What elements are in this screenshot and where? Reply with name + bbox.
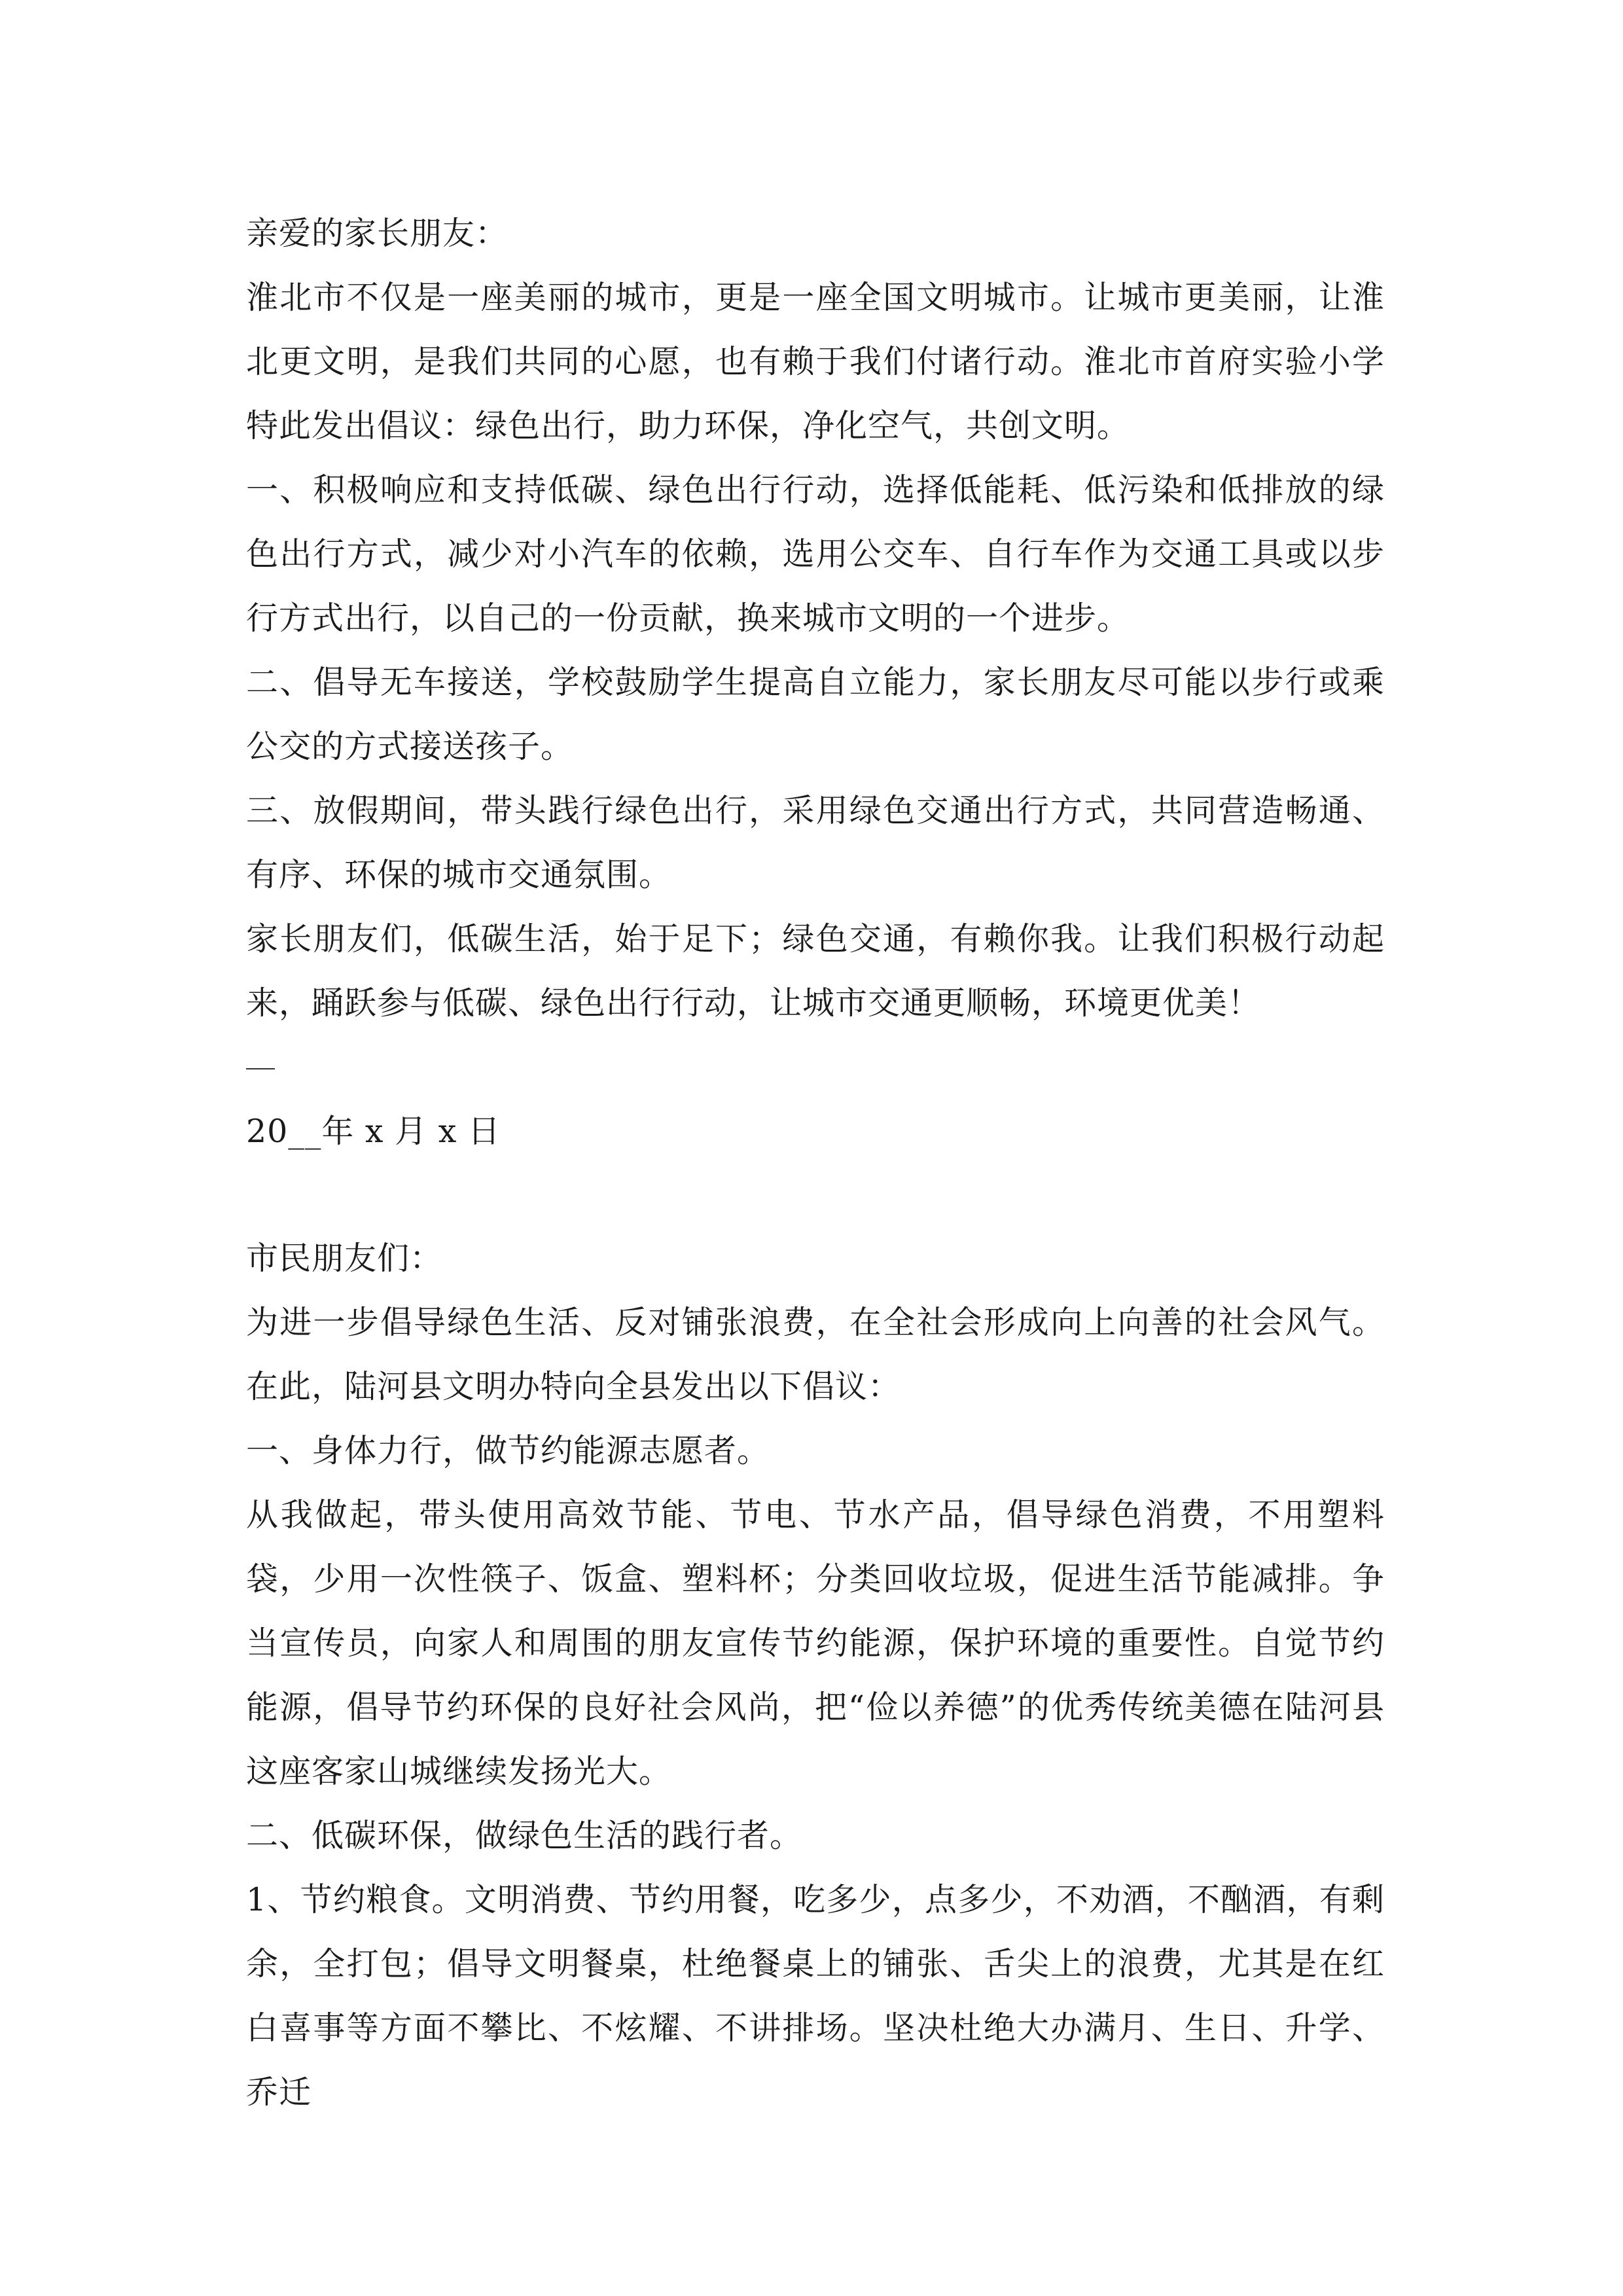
letter1-paragraph-intro: 淮北市不仅是一座美丽的城市，更是一座全国文明城市。让城市更美丽，让淮北更文明，是我们共同的心愿，也有赖于我们付诸行动。淮北市首府实验小学特此发出倡议：绿色出行，助力环保，净化空气，共创文明。 xyxy=(246,279,1385,444)
document-body xyxy=(246,202,1385,2125)
letter2-salutation: 市民朋友们： xyxy=(246,1240,443,1277)
letter1-date: 20__年 x 月 x 日 xyxy=(246,1113,501,1150)
letter2-heading-2: 二、低碳环保，做绿色生活的践行者。 xyxy=(246,1817,803,1854)
letter1-paragraph-closing: 家长朋友们，低碳生活，始于足下；绿色交通，有赖你我。让我们积极行动起来，踊跃参与低碳、绿色出行行动，让城市交通更顺畅，环境更优美！ xyxy=(246,920,1385,1022)
letter2-paragraph-intro: 为进一步倡导绿色生活、反对铺张浪费，在全社会形成向上向善的社会风气。在此，陆河县文明办特向全县发出以下倡议： xyxy=(246,1304,1385,1405)
letter1-salutation: 亲爱的家长朋友： xyxy=(246,215,508,252)
section-gap xyxy=(246,1164,1385,1227)
signature-line xyxy=(246,1035,1385,1100)
letter2-paragraph-food: 1、节约粮食。文明消费、节约用餐，吃多少，点多少，不劝酒，不酗酒，有剩余，全打包；倡导文明餐桌，杜绝餐桌上的铺张、舌尖上的浪费，尤其是在红白喜事等方面不攀比、不炫耀、不讲排场。坚决杜绝大办满月、生日、升学、乔迁 xyxy=(246,1881,1385,2111)
signature-dash xyxy=(246,1068,275,1069)
letter1-paragraph-point-1: 一、积极响应和支持低碳、绿色出行行动，选择低能耗、低污染和低排放的绿色出行方式，减少对小汽车的依赖，选用公交车、自行车作为交通工具或以步行方式出行，以自己的一份贡献，换来城市文明的一个进步。 xyxy=(246,471,1385,637)
letter2-heading-1: 一、身体力行，做节约能源志愿者。 xyxy=(246,1432,770,1469)
letter1-paragraph-point-3: 三、放假期间，带头践行绿色出行，采用绿色交通出行方式，共同营造畅通、有序、环保的城市交通氛围。 xyxy=(246,792,1385,893)
letter2-paragraph-energy: 从我做起，带头使用高效节能、节电、节水产品，倡导绿色消费，不用塑料袋，少用一次性筷子、饭盒、塑料杯；分类回收垃圾，促进生活节能减排。争当宣传员，向家人和周围的朋友宣传节约能源，保护环境的重要性。自觉节约能源，倡导节约环保的良好社会风尚，把“俭以养德”的优秀传统美德在陆河县这座客家山城继续发扬光大。 xyxy=(246,1496,1385,1790)
letter1-paragraph-point-2: 二、倡导无车接送，学校鼓励学生提高自立能力，家长朋友尽可能以步行或乘公交的方式接送孩子。 xyxy=(246,664,1385,765)
